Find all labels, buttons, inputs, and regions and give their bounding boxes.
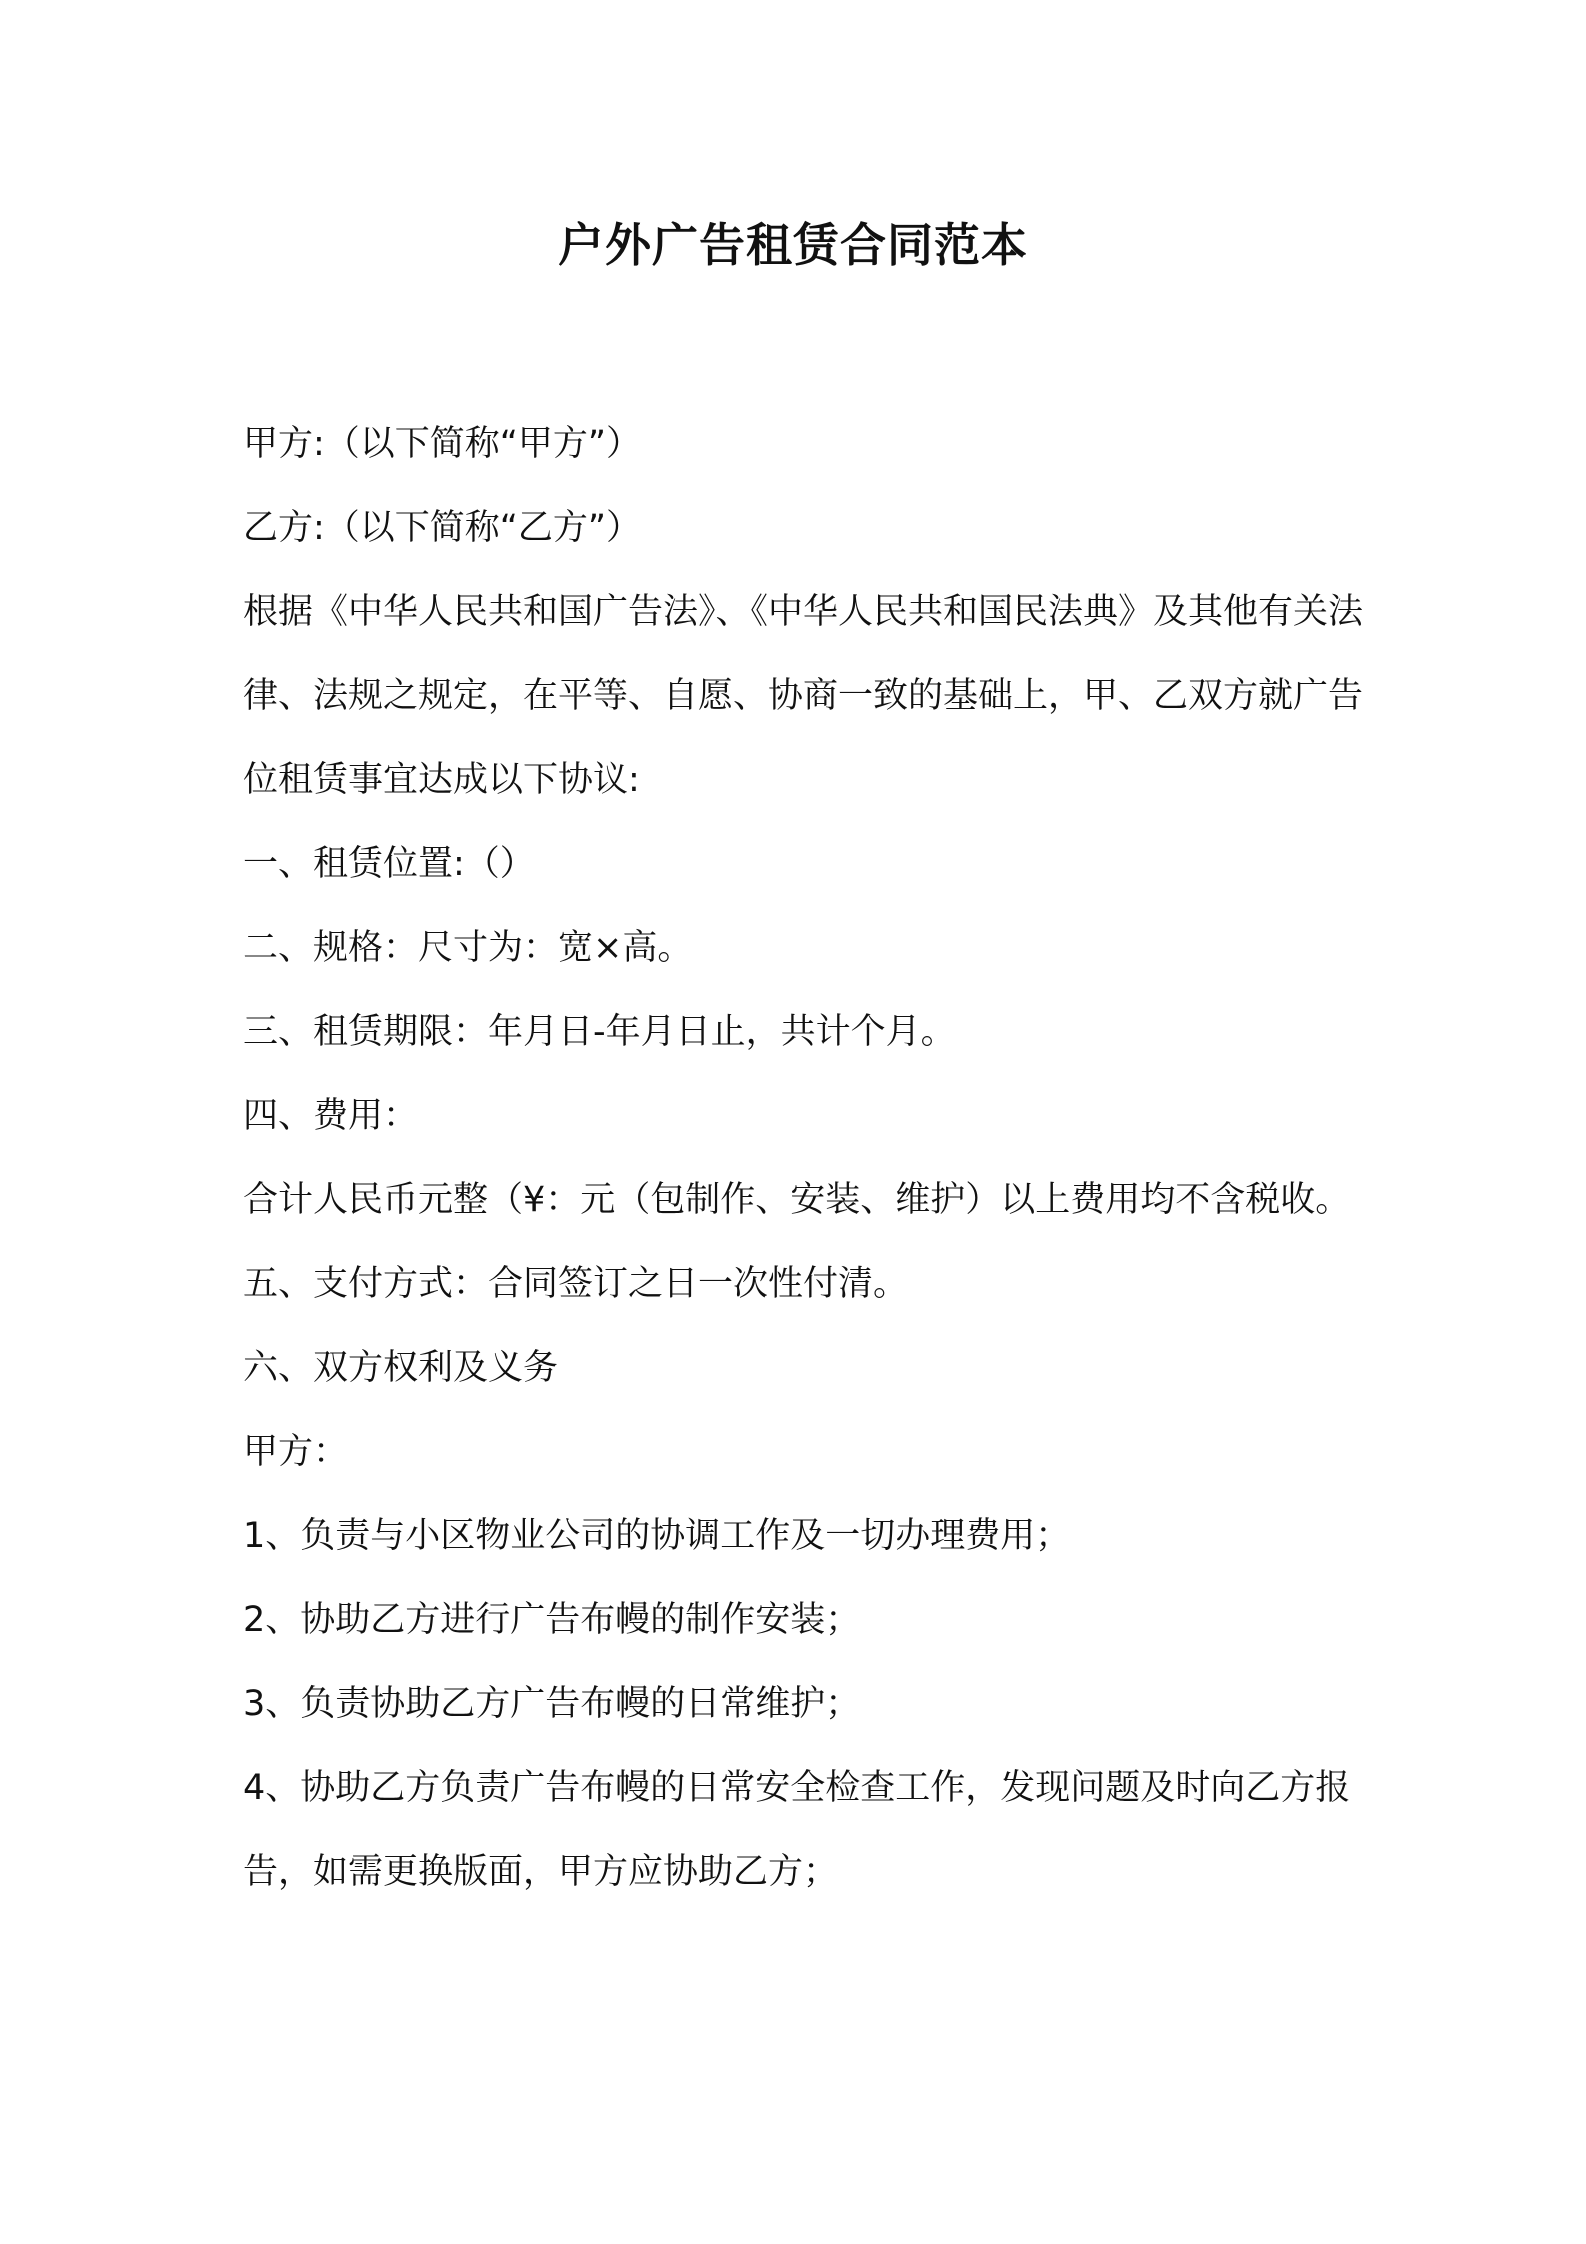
party-a-duty-2: 2、协助乙方进行广告布幔的制作安装； xyxy=(243,1600,861,1640)
fees-total-paragraph: 合计人民币元整（¥：元（包制作、安装、维护）以上费用均不含税收。 xyxy=(243,1180,1351,1220)
document-title: 户外广告租赁合同范本 xyxy=(558,218,1028,272)
party-b-line: 乙方:（以下简称“乙方”） xyxy=(243,508,642,548)
clause-5-payment: 五、支付方式：合同签订之日一次性付清。 xyxy=(243,1264,909,1304)
party-a-line: 甲方:（以下简称“甲方”） xyxy=(243,424,642,464)
clause-1-location: 一、租赁位置:（） xyxy=(243,844,535,884)
party-a-duty-1: 1、负责与小区物业公司的协调工作及一切办理费用； xyxy=(243,1516,1071,1556)
clause-2-specification: 二、规格：尺寸为：宽×高。 xyxy=(243,928,693,968)
clause-3-term: 三、租赁期限：年月日-年月日止，共计个月。 xyxy=(243,1012,956,1052)
preamble-paragraph: 根据《中华人民共和国广告法》、《中华人民共和国民法典》及其他有关法律、法规之规定，在平等、自愿、协商一致的基础上，甲、乙双方就广告位租赁事宜达成以下协议: xyxy=(243,592,1364,800)
clause-6-rights-heading: 六、双方权利及义务 xyxy=(243,1348,559,1388)
clause-4-fees-heading: 四、费用： xyxy=(243,1096,419,1136)
party-a-duties-heading: 甲方： xyxy=(243,1432,349,1472)
document-body xyxy=(243,402,1363,1914)
party-a-duty-4: 4、协助乙方负责广告布幔的日常安全检查工作，发现问题及时向乙方报告，如需更换版面，甲方应协助乙方； xyxy=(243,1768,1351,1892)
party-a-duty-3: 3、负责协助乙方广告布幔的日常维护； xyxy=(243,1684,861,1724)
